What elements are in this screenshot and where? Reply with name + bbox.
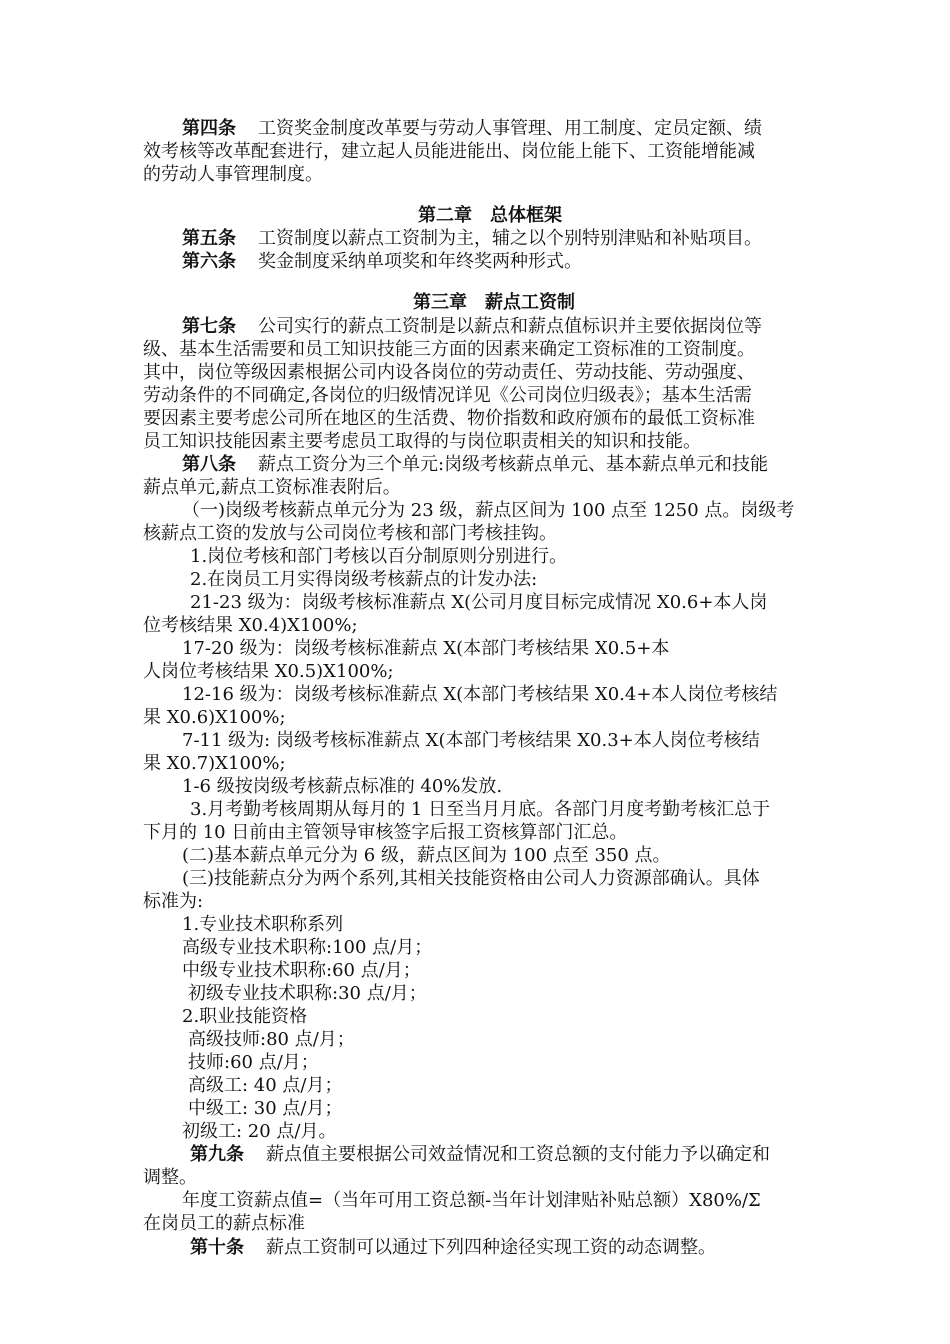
- article10-text: 薪点工资制可以通过下列四种途径实现工资的动态调整。: [266, 1237, 716, 1258]
- article8-line-11: 12-16 级为：岗级考核标准薪点 X(本部门考核结果 X0.4+本人岗位考核结: [182, 684, 778, 705]
- article8-line-4: 核薪点工资的发放与公司岗位考核和部门考核挂钩。: [143, 523, 557, 544]
- article8-line-16: 3.月考勤考核周期从每月的 1 日至当月月底。各部门月度考勤考核汇总于: [190, 799, 771, 820]
- article9-text: 薪点值主要根据公司效益情况和工资总额的支付能力予以确定和: [266, 1144, 770, 1165]
- article8-line-23: 中级专业技术职称:60 点/月；: [182, 960, 421, 981]
- article8-line-27: 技师:60 点/月；: [188, 1052, 319, 1073]
- article6-line: [182, 251, 582, 273]
- article7-line-6: 员工知识技能因素主要考虑员工取得的与岗位职责相关的知识和技能。: [143, 431, 701, 452]
- article8-line-26: 高级技师:80 点/月；: [188, 1029, 355, 1050]
- chapter3-title: 第三章 薪点工资制: [413, 292, 575, 313]
- article8-line-28: 高级工: 40 点/月；: [188, 1075, 343, 1096]
- article8-line-9: 17-20 级为：岗级考核标准薪点 X(本部门考核结果 X0.5+本: [182, 638, 670, 659]
- article9-line-1: [190, 1144, 770, 1166]
- article4-line-1: [182, 118, 762, 140]
- article5-text: 工资制度以薪点工资制为主，辅之以个别特别津贴和补贴项目。: [258, 228, 762, 249]
- article8-line-14: 果 X0.7)X100%;: [143, 753, 286, 774]
- article8-line-10: 人岗位考核结果 X0.5)X100%;: [143, 661, 394, 682]
- article9-line-4: 在岗员工的薪点标准: [143, 1213, 305, 1234]
- article6-text: 奖金制度采纳单项奖和年终奖两种形式。: [258, 251, 582, 272]
- article8-line-1: [182, 454, 768, 476]
- article7-label: 第七条: [182, 316, 236, 337]
- article7-line-5: 要因素主要考虑公司所在地区的生活费、物价指数和政府颁布的最低工资标准: [143, 408, 755, 429]
- article4-text: 工资奖金制度改革要与劳动人事管理、用工制度、定员定额、绩: [258, 118, 762, 139]
- article8-line-24: 初级专业技术职称:30 点/月；: [188, 983, 427, 1004]
- article8-line-19: (三)技能薪点分为两个系列,其相关技能资格由公司人力资源部确认。具体: [182, 868, 760, 889]
- article4-line-3: 的劳动人事管理制度。: [143, 164, 323, 185]
- article8-line-5: 1.岗位考核和部门考核以百分制原则分别进行。: [190, 546, 568, 567]
- article5-label: 第五条: [182, 228, 236, 249]
- article8-line-18: (二)基本薪点单元分为 6 级，薪点区间为 100 点至 350 点。: [182, 845, 671, 866]
- article8-line-21: 1.专业技术职称系列: [182, 914, 344, 935]
- article7-text: 公司实行的薪点工资制是以薪点和薪点值标识并主要依据岗位等: [258, 316, 762, 337]
- article8-line-20: 标准为:: [143, 891, 204, 912]
- article8-line-17: 下月的 10 日前由主管领导审核签字后报工资核算部门汇总。: [143, 822, 628, 843]
- article4-line-2: 效考核等改革配套进行，建立起人员能进能出、岗位能上能下、工资能增能减: [143, 141, 755, 162]
- article8-text: 薪点工资分为三个单元:岗级考核薪点单元、基本薪点单元和技能: [258, 454, 769, 475]
- article9-label: 第九条: [190, 1144, 244, 1165]
- article9-line-2: 调整。: [143, 1167, 197, 1188]
- article8-line-30: 初级工: 20 点/月。: [182, 1121, 337, 1142]
- article4-label: 第四条: [182, 118, 236, 139]
- article8-line-6: 2.在岗员工月实得岗级考核薪点的计发办法:: [190, 569, 538, 590]
- article7-line-4: 劳动条件的不同确定,各岗位的归级情况详见《公司岗位归级表》；基本生活需: [143, 385, 752, 406]
- article6-label: 第六条: [182, 251, 236, 272]
- article8-line-3: （一)岗级考核薪点单元分为 23 级，薪点区间为 100 点至 1250 点。岗级考: [182, 500, 795, 521]
- chapter2-title: 第二章 总体框架: [418, 205, 562, 226]
- article8-line-8: 位考核结果 X0.4)X100%;: [143, 615, 358, 636]
- article10-line: [190, 1237, 716, 1259]
- article8-line-13: 7-11 级为: 岗级考核标准薪点 X(本部门考核结果 X0.3+本人岗位考核结: [182, 730, 760, 751]
- article8-line-25: 2.职业技能资格: [182, 1006, 308, 1027]
- article8-line-7: 21-23 级为：岗级考核标准薪点 X(公司月度目标完成情况 X0.6+本人岗: [190, 592, 768, 613]
- article9-line-3: 年度工资薪点值=（当年可用工资总额-当年计划津贴补贴总额）X80%/Σ: [182, 1190, 761, 1211]
- article7-line-1: [182, 316, 762, 338]
- article8-line-15: 1-6 级按岗级考核薪点标准的 40%发放.: [182, 776, 503, 797]
- article8-line-29: 中级工: 30 点/月；: [188, 1098, 343, 1119]
- article8-label: 第八条: [182, 454, 236, 475]
- article10-label: 第十条: [190, 1237, 244, 1258]
- article8-line-12: 果 X0.6)X100%;: [143, 707, 286, 728]
- article7-line-2: 级、基本生活需要和员工知识技能三方面的因素来确定工资标准的工资制度。: [143, 339, 755, 360]
- article5-line: [182, 228, 762, 250]
- article7-line-3: 其中，岗位等级因素根据公司内设各岗位的劳动责任、劳动技能、劳动强度、: [143, 362, 755, 383]
- article8-line-2: 薪点单元,薪点工资标准表附后。: [143, 477, 401, 498]
- article8-line-22: 高级专业技术职称:100 点/月；: [182, 937, 433, 958]
